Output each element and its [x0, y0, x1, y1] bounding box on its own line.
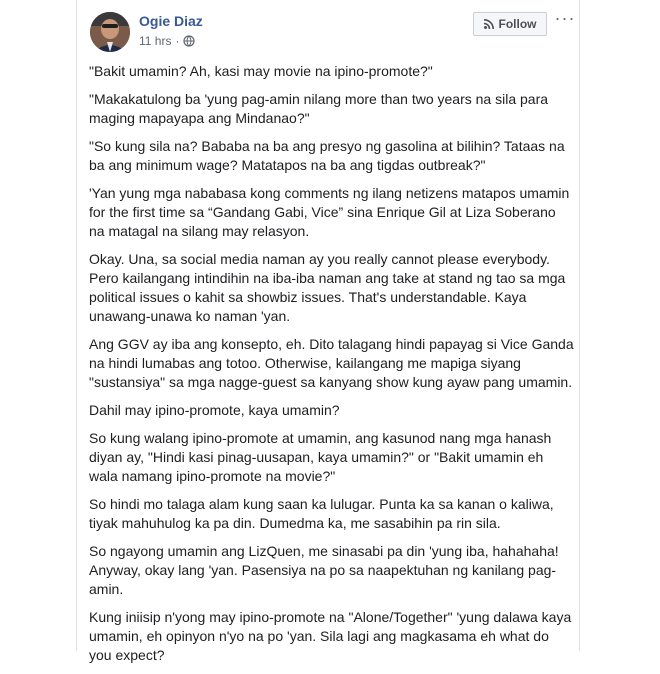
post-paragraph: "Bakit umamin? Ah, kasi may movie na ipino-promote?" — [89, 63, 433, 79]
post-paragraph: So hindi mo talaga alam kung saan ka lulugar. Punta ka sa kanan o kaliwa, tiyak mahuhulog ka pa din. Dumedma ka, me sasabihin pa rin sila. — [89, 496, 554, 531]
meta-separator: · — [175, 34, 180, 48]
profile-photo — [90, 12, 130, 52]
post-paragraph: So ngayong umamin ang LizQuen, me sinasabi pa din 'yung iba, hahahaha! Anyway, okay lang 'yan. Pasensiya na po sa naapektuhan ng kanilang pag-amin. — [89, 543, 559, 597]
post-paragraph: Kung iniisip n'yong may ipino-promote na "Alone/Together" 'yung dalawa kaya umamin, eh opinyon n'yo na po 'yan. Sila lagi ang magkasama eh what do you expect? — [89, 609, 572, 663]
avatar[interactable] — [90, 12, 130, 52]
post-paragraph: "Makakatulong ba 'yung pag-amin nilang more than two years na sila para maging mapayapa ang Mindanao?" — [89, 91, 549, 126]
post-paragraph: Ang GGV ay iba ang konsepto, eh. Dito talagang hindi papayag si Vice Ganda na hindi lumabas ang totoo. Otherwise, kailangang me mapiga siyang "sustansiya" sa mga nagge-guest sa kanyang show kung ayaw pang umamin. — [89, 336, 574, 390]
post-meta — [139, 34, 195, 48]
post-paragraph: Dahil may ipino-promote, kaya umamin? — [89, 402, 340, 418]
globe-icon[interactable] — [183, 35, 195, 47]
post-paragraph: Okay. Una, sa social media naman ay you really cannot please everybody. Pero kailangang intindihin na iba-iba naman ang take at stand ng tao sa mga political issues o kahit sa showbiz issues. That's understandable. Kaya unawang-unawa ko naman 'yan. — [89, 251, 566, 324]
author-name[interactable]: Ogie Diaz — [139, 13, 203, 29]
more-options-icon[interactable]: ··· — [554, 8, 576, 28]
post-paragraph: So kung walang ipino-promote at umamin, ang kasunod nang mga hanash diyan ay, "Hindi kasi pinag-uusapan, kaya umamin?" or "Bakit umamin eh wala namang ipino-promote na movie?" — [89, 430, 552, 484]
post-body — [89, 62, 575, 674]
post-card — [76, 0, 580, 663]
post-time[interactable]: 11 hrs — [139, 34, 172, 48]
post-paragraph: "So kung sila na? Bababa na ba ang presyo ng gasolina at bilihin? Tataas na ba ang minimum wage? Matatapos na ba ang tigdas outbreak?" — [89, 138, 565, 173]
post-paragraph: 'Yan yung mga nababasa kong comments ng ilang netizens matapos umamin for the first time sa “Gandang Gabi, Vice” sina Enrique Gil at Liza Soberano na matagal na silang may relasyon. — [89, 185, 570, 239]
follow-button[interactable] — [473, 12, 547, 36]
rss-icon — [484, 19, 494, 29]
follow-label: Follow — [498, 17, 537, 31]
